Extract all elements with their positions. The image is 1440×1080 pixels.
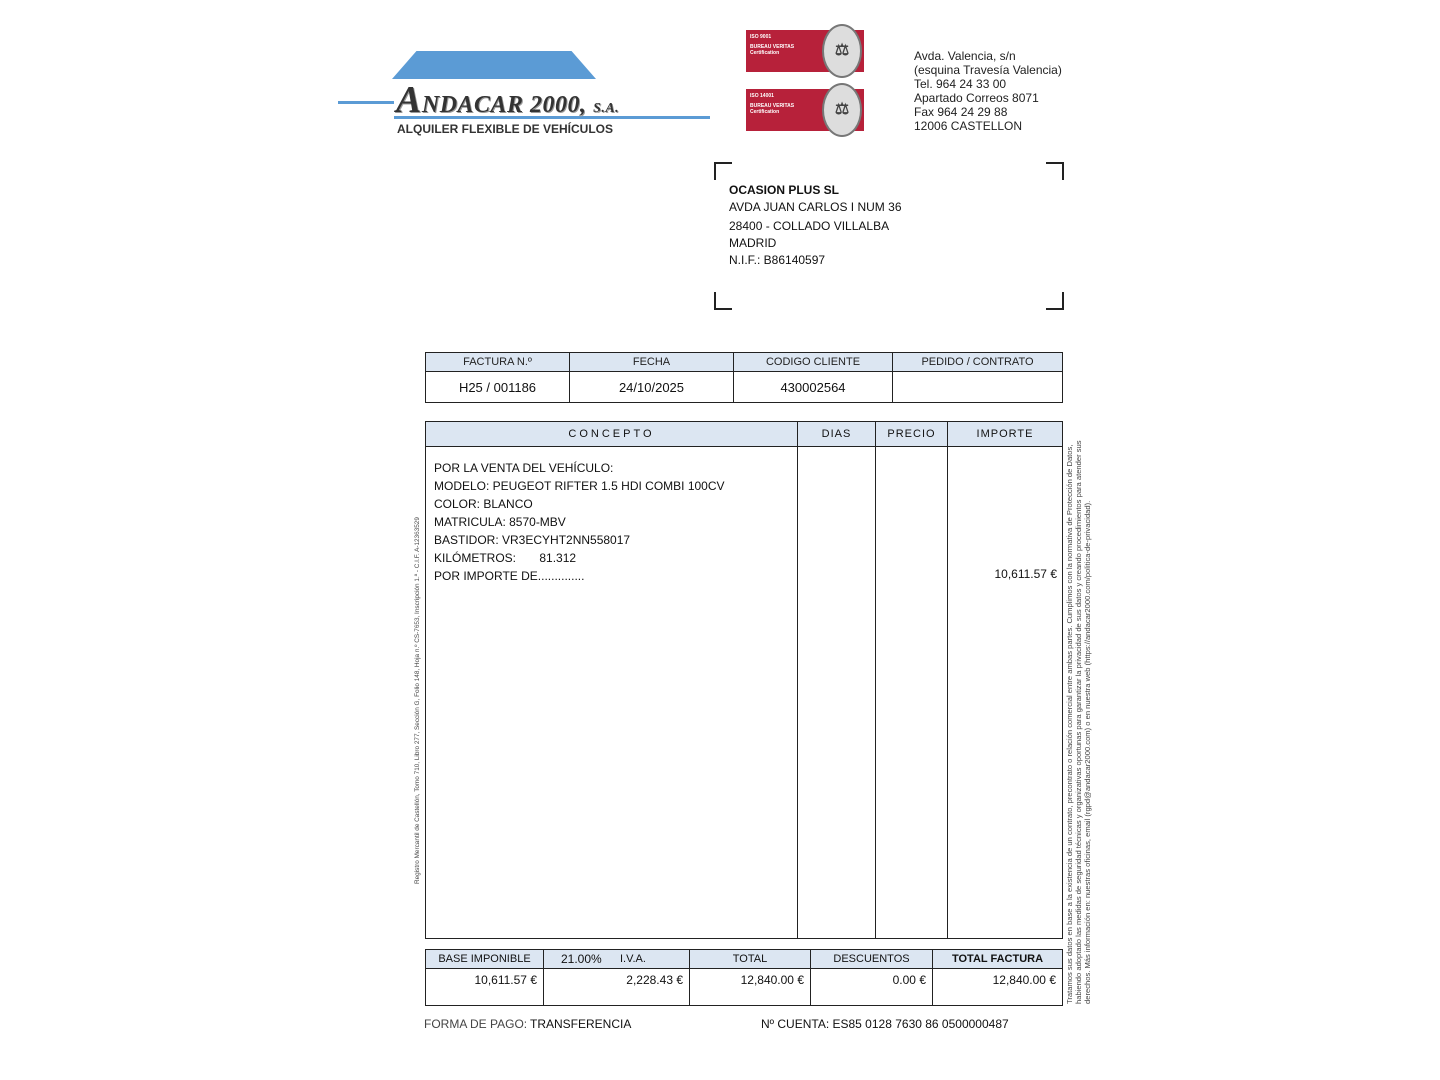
totals-table [425, 949, 1063, 1006]
address-window-corner [1046, 292, 1064, 310]
client-code: 430002564 [734, 372, 893, 403]
order-header: PEDIDO / CONTRATO [893, 353, 1063, 372]
company-address: Avda. Valencia, s/n (esquina Travesía Valencia) Tel. 964 24 33 00 Apartado Correos 8071 Fax 964 24 29 88 12006 CASTELLON [914, 49, 1062, 133]
bank-account: Nº CUENTA: ES85 0128 7630 86 0500000487 [761, 1017, 1009, 1031]
days-header: DIAS [798, 422, 876, 447]
invoice-total-value: 12,840.00 € [933, 969, 1063, 1006]
client-code-header: CODIGO CLIENTE [734, 353, 893, 372]
invoice-date: 24/10/2025 [570, 372, 734, 403]
vat-value: 2,228.43 € [544, 969, 690, 1006]
concept-line: MATRICULA: 8570-MBV [434, 515, 566, 529]
address-window-corner [1046, 162, 1064, 180]
address-window-corner [714, 162, 732, 180]
privacy-notice: Tratamos sus datos en base a la existencia de un contrato, precontrato o relación comercial entre ambas partes. Cumplimos con la normativa de Protección de Datos, habiendo adoptado las medidas de seguridad técnicas y organizativas oportunas para garantizar la privacidad de sus datos y creando procedimientos para atender sus derechos. Más información en: nuestras oficinas, email (rgpd@andacar2000.com) o en nuestra web (https://andacar2000.com/politica-de-privacidad). [1065, 440, 1092, 1004]
company-logo: ANDACAR 2000, S.A. [396, 79, 620, 121]
invoice-total-header: TOTAL FACTURA [933, 950, 1063, 969]
address-window-corner [714, 292, 732, 310]
days-cell [798, 447, 876, 939]
iso-9001-cert: ISO 9001 BUREAU VERITAS Certification ⚖ [746, 30, 864, 72]
concept-header: CONCEPTO [426, 422, 798, 447]
invoice-number-header: FACTURA N.º [426, 353, 570, 372]
concept-lines [426, 447, 798, 939]
order-number [893, 372, 1063, 403]
concept-line: POR LA VENTA DEL VEHÍCULO: [434, 461, 614, 475]
concept-line: KILÓMETROS: 81.312 [434, 551, 577, 565]
registry-info: Registro Mercantil de Castellón, Tomo 710, Libro 277, Sección G, Folio 148, Hoja n.º CS-7653, Inscripción 1.ª - C.I.F. A-12363529 [414, 517, 421, 884]
payment-method-label: FORMA DE PAGO: [424, 1017, 528, 1031]
payment-method-value: TRANSFERENCIA [530, 1017, 632, 1031]
bureau-veritas-seal-icon: ⚖ [822, 83, 862, 137]
price-cell [876, 447, 948, 939]
date-header: FECHA [570, 353, 734, 372]
discounts-header: DESCUENTOS [811, 950, 933, 969]
amount-cell: 10,611.57 € [948, 447, 1063, 939]
concept-line: MODELO: PEUGEOT RIFTER 1.5 HDI COMBI 100CV [434, 479, 725, 493]
total-value: 12,840.00 € [690, 969, 811, 1006]
bureau-veritas-seal-icon: ⚖ [822, 24, 862, 78]
invoice-number: H25 / 001186 [426, 372, 570, 403]
logo-line [338, 101, 394, 104]
concept-table [425, 421, 1063, 939]
invoice-info-table [425, 352, 1063, 403]
vat-header: I.V.A. [620, 953, 646, 965]
client-address: OCASION PLUS SL AVDA JUAN CARLOS I NUM 36 28400 - COLLADO VILLALBA MADRID N.I.F.: B86140597 [729, 183, 902, 267]
concept-line: POR IMPORTE DE.............. [434, 569, 585, 583]
concept-line: BASTIDOR: VR3ECYHT2NN558017 [434, 533, 631, 547]
tax-base-value: 10,611.57 € [426, 969, 544, 1006]
iso-14001-cert: ISO 14001 BUREAU VERITAS Certification ⚖ [746, 89, 864, 131]
discounts-value: 0.00 € [811, 969, 933, 1006]
tax-base-header: BASE IMPONIBLE [426, 950, 544, 969]
concept-line: COLOR: BLANCO [434, 497, 533, 511]
total-header: TOTAL [690, 950, 811, 969]
price-header: PRECIO [876, 422, 948, 447]
logo-roof [392, 51, 596, 79]
amount-header: IMPORTE [948, 422, 1063, 447]
vat-rate: 21.00% [561, 952, 602, 966]
company-tagline: ALQUILER FLEXIBLE DE VEHÍCULOS [397, 122, 614, 136]
